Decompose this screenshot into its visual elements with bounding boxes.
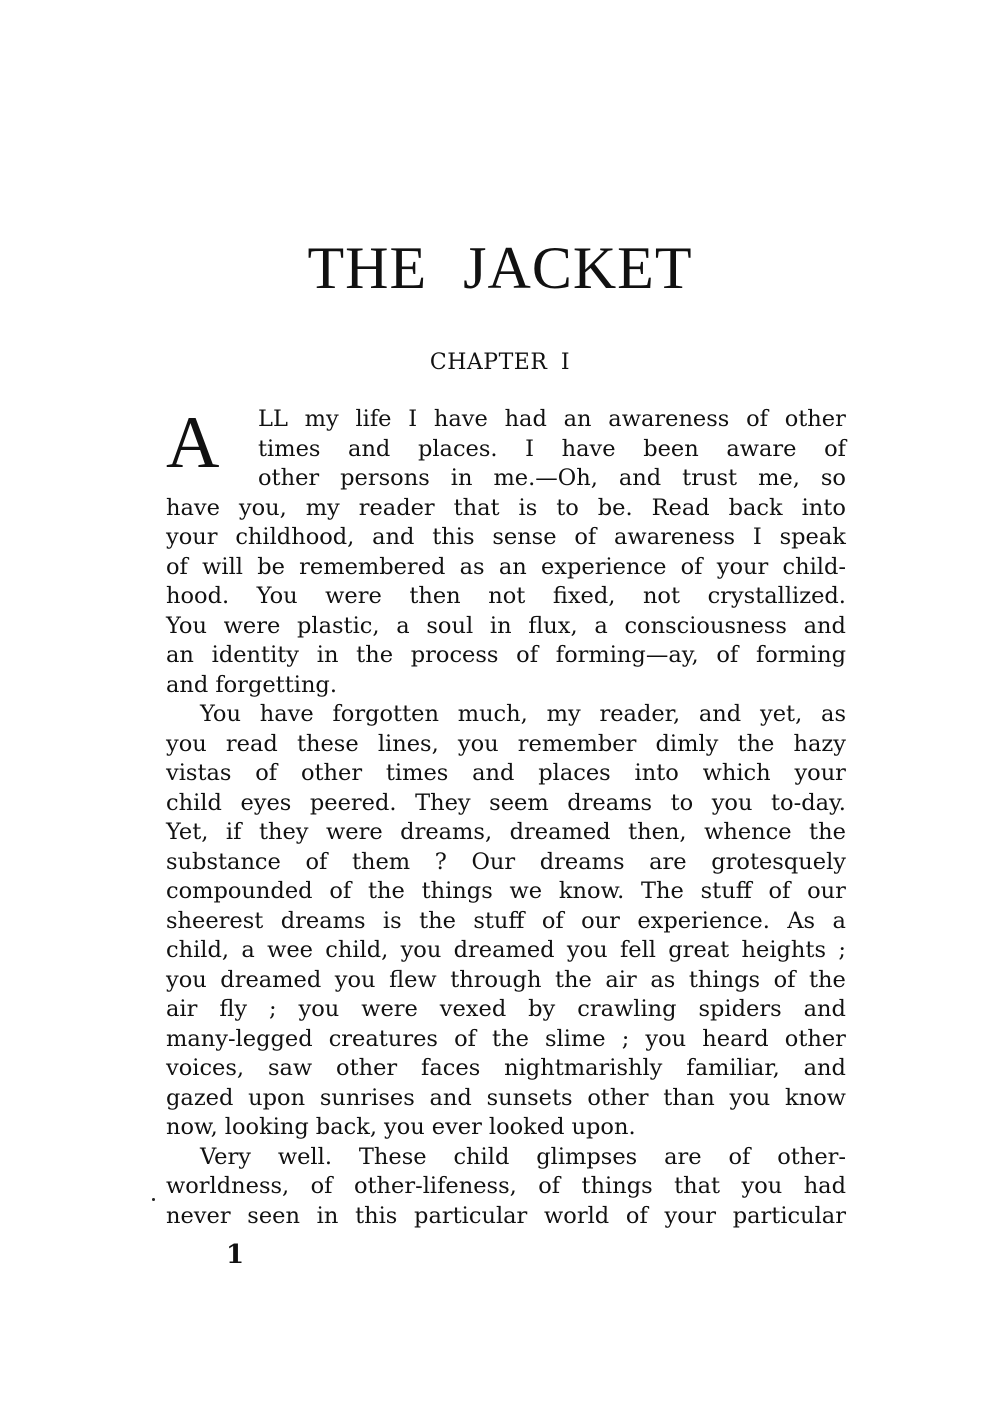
- text-line: times and places. I have been aware of: [258, 435, 846, 462]
- text-line: air fly ; you were vexed by crawling spiders and: [166, 996, 846, 1022]
- print-speck: [152, 1198, 155, 1201]
- text-line: You were plastic, a soul in flux, a consciousness and: [166, 612, 846, 639]
- body-text: [166, 402, 846, 1231]
- book-title: THE JACKET: [307, 235, 693, 301]
- text-line: Yet, if they were dreams, dreamed then, whence the: [166, 819, 846, 845]
- text-line: an identity in the process of forming—ay, of forming: [166, 642, 846, 668]
- page-number: 1: [226, 1240, 245, 1270]
- text-line: compounded of the things we know. The stuff of our: [166, 878, 846, 904]
- text-line: hood. You were then not fixed, not crystallized.: [166, 583, 846, 609]
- text-line: and forgetting.: [166, 671, 337, 698]
- text-line: child eyes peered. They seem dreams to you to-day.: [166, 789, 846, 816]
- text-line: substance of them ? Our dreams are grotesquely: [166, 848, 846, 875]
- text-line: of will be remembered as an experience of your child-: [166, 553, 846, 580]
- text-line: Very well. These child glimpses are of other-: [200, 1143, 846, 1170]
- text-line: you dreamed you flew through the air as things of the: [166, 966, 846, 993]
- text-line: never seen in this particular world of your particular: [166, 1202, 846, 1229]
- text-line: many-legged creatures of the slime ; you heard other: [166, 1025, 846, 1052]
- text-line: You have forgotten much, my reader, and yet, as: [200, 701, 846, 727]
- chapter-heading: CHAPTER I: [429, 350, 571, 375]
- text-line: gazed upon sunrises and sunsets other than you know: [166, 1084, 846, 1111]
- text-line: vistas of other times and places into which your: [166, 760, 846, 786]
- text-line: worldness, of other-lifeness, of things that you had: [166, 1173, 846, 1199]
- text-line: you read these lines, you remember dimly the hazy: [166, 730, 846, 757]
- text-line: voices, saw other faces nightmarishly familiar, and: [166, 1055, 846, 1081]
- text-line: have you, my reader that is to be. Read back into: [166, 494, 846, 521]
- text-line: child, a wee child, you dreamed you fell great heights ;: [166, 937, 846, 963]
- text-line: sheerest dreams is the stuff of our experience. As a: [166, 907, 846, 934]
- text-line: LL my life I have had an awareness of other: [258, 406, 846, 432]
- text-line: other persons in me.—Oh, and trust me, so: [258, 465, 846, 491]
- drop-cap: A: [166, 402, 220, 484]
- text-line: now, looking back, you ever looked upon.: [166, 1114, 636, 1140]
- text-line: your childhood, and this sense of awareness I speak: [166, 524, 846, 550]
